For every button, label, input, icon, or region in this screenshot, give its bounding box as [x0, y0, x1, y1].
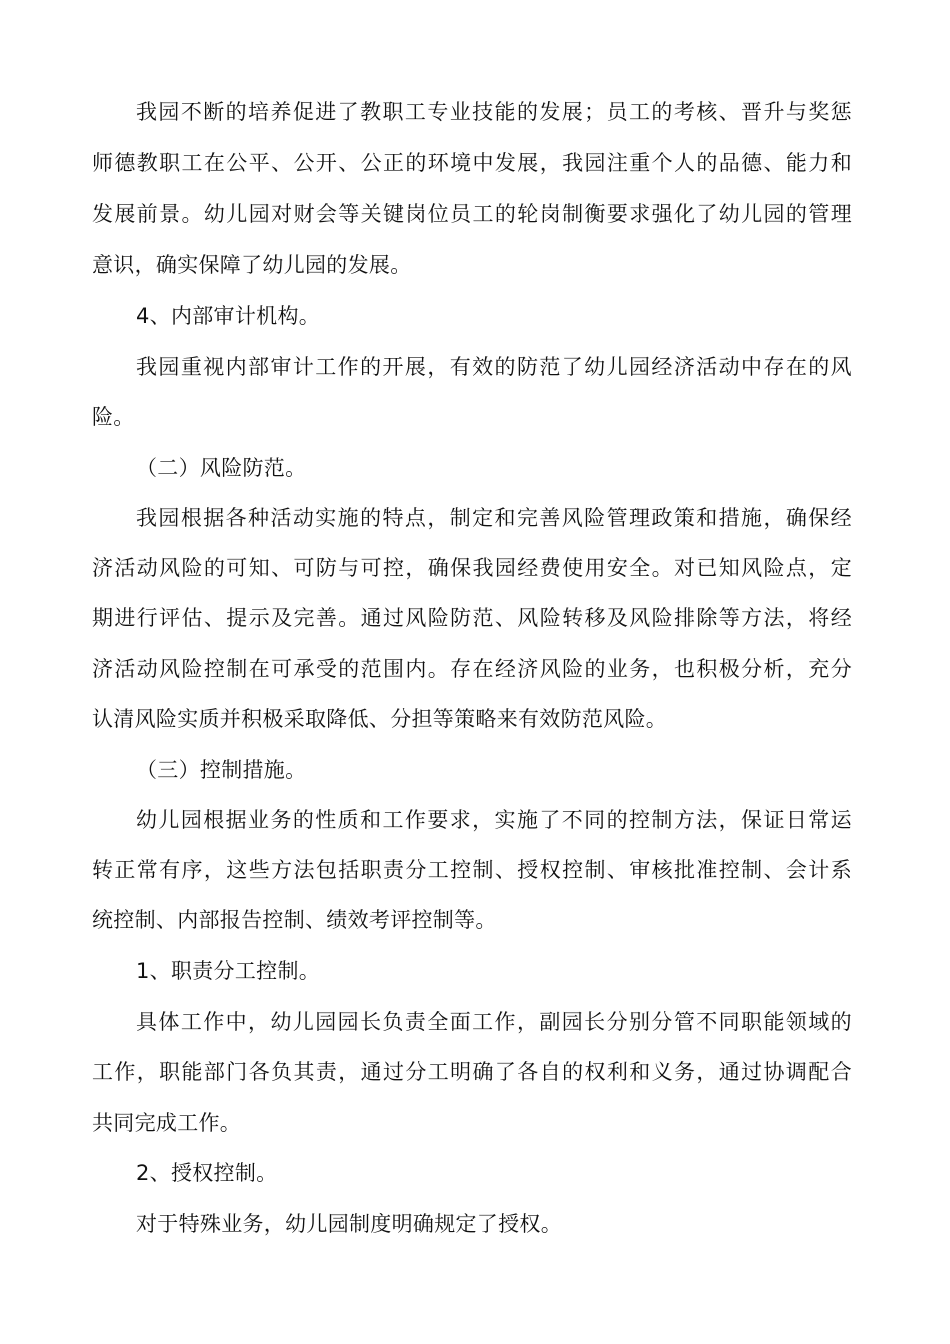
paragraph-line: 意识，确实保障了幼儿园的发展。 [92, 253, 412, 277]
section-heading: 1、职责分工控制。 [136, 959, 321, 983]
paragraph-line: 工作，职能部门各负其责，通过分工明确了各自的权利和义务，通过协调配合 [92, 1060, 852, 1084]
paragraph-line: 济活动风险的可知、可防与可控，确保我园经费使用安全。对已知风险点，定 [92, 556, 852, 580]
paragraph-line: 济活动风险控制在可承受的范围内。存在经济风险的业务，也积极分析，充分 [92, 657, 852, 681]
paragraph-line: 共同完成工作。 [92, 1111, 242, 1135]
paragraph-line: 发展前景。幼儿园对财会等关键岗位员工的轮岗制衡要求强化了幼儿园的管理 [92, 202, 852, 226]
section-heading: 4、内部审计机构。 [136, 304, 321, 328]
paragraph-line: 期进行评估、提示及完善。通过风险防范、风险转移及风险排除等方法，将经 [92, 606, 852, 630]
section-heading: 2、授权控制。 [136, 1161, 278, 1185]
section-heading: （二）风险防范。 [136, 456, 307, 480]
paragraph-line: 我园根据各种活动实施的特点，制定和完善风险管理政策和措施，确保经 [136, 506, 852, 530]
paragraph-line: 统控制、内部报告控制、绩效考评控制等。 [92, 908, 497, 932]
paragraph-line: 具体工作中，幼儿园园长负责全面工作，副园长分别分管不同职能领域的 [136, 1010, 852, 1034]
section-heading: （三）控制措施。 [136, 758, 307, 782]
paragraph-line: 对于特殊业务，幼儿园制度明确规定了授权。 [136, 1212, 562, 1236]
paragraph-line: 认清风险实质并积极采取降低、分担等策略来有效防范风险。 [92, 707, 668, 731]
paragraph-line: 师德教职工在公平、公开、公正的环境中发展，我园注重个人的品德、能力和 [92, 151, 852, 175]
paragraph-line: 转正常有序，这些方法包括职责分工控制、授权控制、审核批准控制、会计系 [92, 858, 852, 882]
paragraph-line: 我园重视内部审计工作的开展，有效的防范了幼儿园经济活动中存在的风 [136, 355, 852, 379]
paragraph-line: 幼儿园根据业务的性质和工作要求，实施了不同的控制方法，保证日常运 [136, 808, 852, 832]
paragraph-line: 险。 [92, 405, 135, 429]
paragraph-line: 我园不断的培养促进了教职工专业技能的发展；员工的考核、晋升与奖惩 [136, 100, 852, 124]
